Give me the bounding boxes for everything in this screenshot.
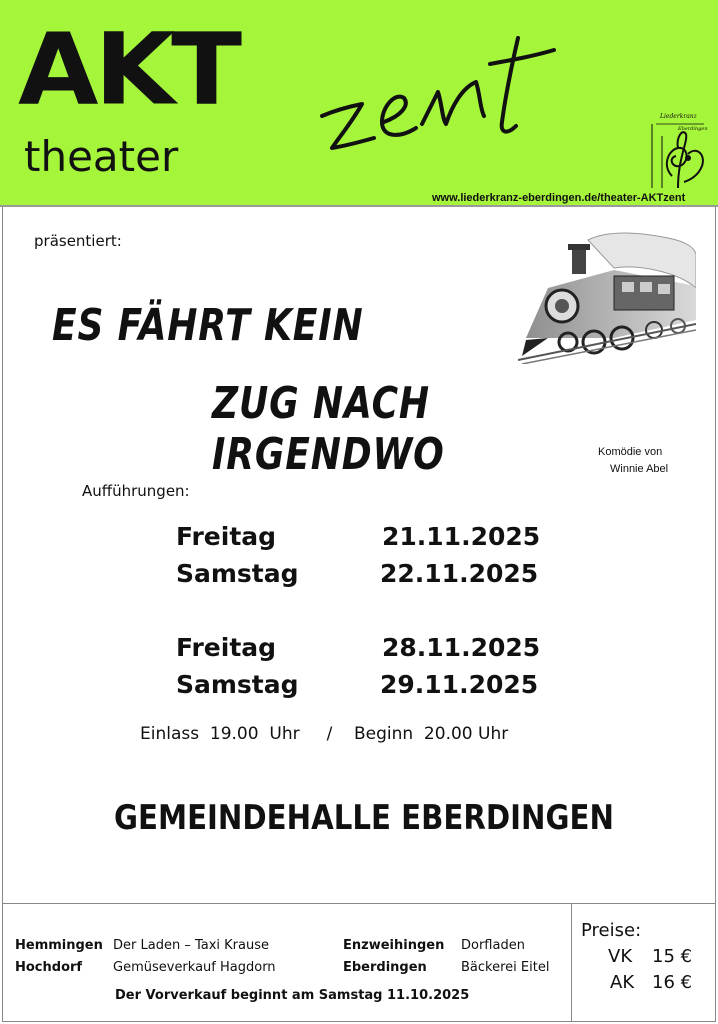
admission-times: Einlass 19.00 Uhr / Beginn 20.00 Uhr bbox=[140, 724, 509, 744]
footer-divider bbox=[2, 903, 716, 904]
website-url: www.liederkranz-eberdingen.de/theater-AKTzent bbox=[432, 192, 686, 204]
presale-shop: Der Laden – Taxi Krause bbox=[113, 938, 269, 953]
presale-town: Hochdorf bbox=[15, 960, 83, 975]
performance-date: 22.11.2025 bbox=[380, 559, 539, 588]
presale-shop: Bäckerei Eitel bbox=[461, 960, 550, 975]
price-divider bbox=[571, 903, 572, 1022]
author-name: Winnie Abel bbox=[610, 463, 669, 475]
performance-date: 29.11.2025 bbox=[380, 670, 539, 699]
performance-date: 21.11.2025 bbox=[382, 522, 541, 551]
price-presale-value: 15 € bbox=[652, 946, 693, 967]
performance-day: Freitag bbox=[176, 522, 277, 551]
presale-town: Enzweihingen bbox=[343, 938, 445, 953]
presale-start-note: Der Vorverkauf beginnt am Samstag 11.10.2025 bbox=[115, 988, 470, 1003]
logo-akt: AKT bbox=[18, 11, 239, 128]
performance-day: Samstag bbox=[176, 670, 299, 699]
venue-name: GEMEINDEHALLE EBERDINGEN bbox=[114, 798, 614, 838]
performance-day: Samstag bbox=[176, 559, 299, 588]
prices-label: Preise: bbox=[581, 920, 642, 941]
performance-date: 28.11.2025 bbox=[382, 633, 541, 662]
performances-label: Aufführungen: bbox=[82, 482, 190, 500]
price-presale-label: VK bbox=[608, 946, 633, 967]
emblem-text-2: Eberdingen bbox=[678, 126, 708, 132]
price-boxoffice-value: 16 € bbox=[652, 972, 693, 993]
steam-train-illustration bbox=[518, 228, 696, 364]
music-clef-icon bbox=[648, 110, 708, 190]
presents-label: präsentiert: bbox=[34, 232, 122, 250]
presale-shop: Gemüseverkauf Hagdorn bbox=[113, 960, 276, 975]
logo-theater: theater bbox=[24, 132, 179, 181]
play-title-line-1: ES FÄHRT KEIN bbox=[52, 300, 364, 351]
emblem-text-1: Liederkranz bbox=[660, 113, 697, 120]
performance-day: Freitag bbox=[176, 633, 277, 662]
play-title-line-2: ZUG NACH IRGENDWO bbox=[212, 378, 445, 480]
logo-zent bbox=[318, 30, 568, 180]
presale-town: Eberdingen bbox=[343, 960, 427, 975]
presale-town: Hemmingen bbox=[15, 938, 103, 953]
presale-shop: Dorfladen bbox=[461, 938, 525, 953]
price-boxoffice-label: AK bbox=[610, 972, 635, 993]
author-label: Komödie von bbox=[598, 446, 663, 458]
